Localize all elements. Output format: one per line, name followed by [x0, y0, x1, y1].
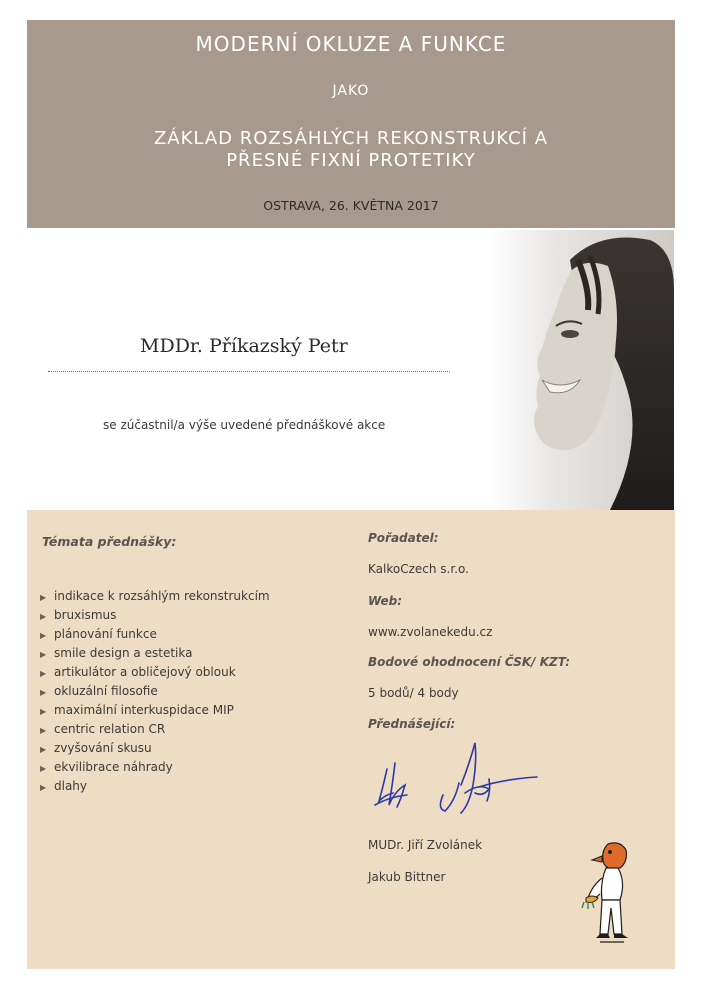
triangle-bullet-icon: ▶ — [40, 688, 47, 697]
list-item: ▶ artikulátor a obličejový oblouk — [40, 663, 270, 682]
list-item: ▶ maximální interkuspidace MIP — [40, 701, 270, 720]
triangle-bullet-icon: ▶ — [40, 612, 47, 621]
triangle-bullet-icon: ▶ — [40, 764, 47, 773]
triangle-bullet-icon: ▶ — [40, 669, 47, 678]
list-item: ▶ bruxismus — [40, 606, 270, 625]
title-connector: JAKO — [332, 83, 370, 99]
header-band — [27, 20, 675, 228]
list-item: ▶ centric relation CR — [40, 720, 270, 739]
list-item: ▶ dlahy — [40, 777, 270, 796]
course-title: MODERNÍ OKLUZE A FUNKCE — [195, 32, 507, 56]
event-date: OSTRAVA, 26. KVĚTNA 2017 — [263, 198, 439, 213]
list-item: ▶ okluzální filosofie — [40, 682, 270, 701]
triangle-bullet-icon: ▶ — [40, 650, 47, 659]
triangle-bullet-icon: ▶ — [40, 631, 47, 640]
triangle-bullet-icon: ▶ — [40, 707, 47, 716]
lecturer-name-1: MUDr. Jiří Zvolánek — [368, 838, 483, 852]
triangle-bullet-icon: ▶ — [40, 593, 47, 602]
woman-portrait-image — [490, 230, 674, 510]
list-item: ▶ smile design a estetika — [40, 644, 270, 663]
cartoon-dentist-logo — [580, 838, 646, 950]
web-value: www.zvolanekedu.cz — [368, 625, 493, 639]
lecturer-signatures — [365, 735, 555, 835]
list-item: ▶ zvyšování skusu — [40, 739, 270, 758]
triangle-bullet-icon: ▶ — [40, 783, 47, 792]
topics-list — [40, 587, 270, 796]
organizer-label: Pořadatel: — [368, 531, 439, 545]
course-subtitle-line2: PŘESNÉ FIXNÍ PROTETIKY — [226, 150, 476, 171]
course-subtitle-line1: ZÁKLAD ROZSÁHLÝCH REKONSTRUKCÍ A — [153, 128, 549, 149]
lecturer-name-2: Jakub Bittner — [368, 870, 446, 884]
name-dotted-line — [48, 371, 450, 372]
web-label: Web: — [368, 594, 402, 608]
topics-heading: Témata přednášky: — [42, 534, 177, 549]
lecturers-label: Přednášející: — [368, 717, 456, 731]
triangle-bullet-icon: ▶ — [40, 745, 47, 754]
points-label: Bodové ohodnocení ČSK/ KZT: — [368, 655, 571, 669]
attendance-statement: se zúčastnil/a výše uvedené přednáškové akce — [103, 418, 386, 432]
organizer-value: KalkoCzech s.r.o. — [368, 562, 469, 576]
list-item: ▶ ekvilibrace náhrady — [40, 758, 270, 777]
triangle-bullet-icon: ▶ — [40, 726, 47, 735]
points-value: 5 bodů/ 4 body — [368, 686, 459, 700]
list-item: ▶ plánování funkce — [40, 625, 270, 644]
participant-name: MDDr. Příkazský Petr — [140, 335, 348, 357]
list-item: ▶ indikace k rozsáhlým rekonstrukcím — [40, 587, 270, 606]
